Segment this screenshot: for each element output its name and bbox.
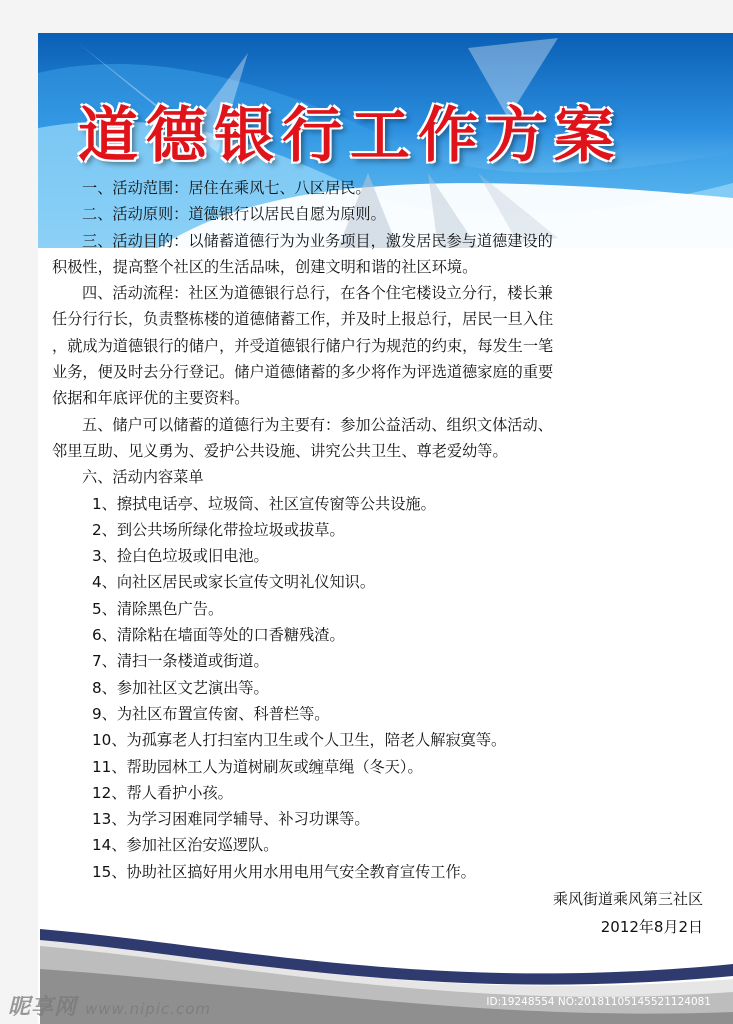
paragraph-process-line5: 依据和年底评优的主要资料。 bbox=[52, 389, 250, 408]
paragraph-behaviors-line2: 邻里互助、见义勇为、爱护公共设施、讲究公共卫生、尊老爱幼等。 bbox=[52, 441, 508, 460]
signature-date: 2012年8月2日 bbox=[600, 918, 703, 936]
list-item: 9、为社区布置宣传窗、科普栏等。 bbox=[92, 704, 330, 723]
list-item: 14、参加社区治安巡逻队。 bbox=[92, 836, 279, 855]
watermark-site: www.nipic.com bbox=[85, 1000, 212, 1018]
paragraph-behaviors-line1: 五、储户可以储蓄的道德行为主要有：参加公益活动、组织文体活动、 bbox=[82, 415, 553, 434]
list-item: 12、帮人看护小孩。 bbox=[92, 783, 233, 802]
paragraph-purpose-line2: 积极性，提高整个社区的生活品味，创建文明和谐的社区环境。 bbox=[52, 257, 478, 276]
paragraph-principle: 二、活动原则：道德银行以居民自愿为原则。 bbox=[82, 205, 386, 224]
watermark-brand bbox=[8, 990, 211, 1021]
list-item: 6、清除粘在墙面等处的口香糖残渣。 bbox=[92, 626, 345, 645]
paragraph-scope: 一、活动范围：居住在乘风七、八区居民。 bbox=[82, 179, 371, 197]
paragraph-process-line1: 四、活动流程：社区为道德银行总行，在各个住宅楼设立分行，楼长兼 bbox=[82, 284, 553, 303]
list-item: 3、捡白色垃圾或旧电池。 bbox=[92, 547, 269, 566]
list-item: 8、参加社区文艺演出等。 bbox=[92, 678, 269, 697]
watermark-brand-name: 昵享网 bbox=[8, 995, 78, 1020]
paragraph-process-line2: 任分行行长，负责整栋楼的道德储蓄工作，并及时上报总行，居民一旦入住 bbox=[52, 310, 554, 329]
list-item: 10、为孤寡老人打扫室内卫生或个人卫生，陪老人解寂寞等。 bbox=[92, 731, 507, 750]
document-body bbox=[52, 175, 662, 885]
signature-block bbox=[553, 885, 703, 941]
list-item: 4、向社区居民或家长宣传文明礼仪知识。 bbox=[92, 573, 376, 592]
list-item: 5、清除黑色广告。 bbox=[92, 599, 224, 618]
list-item: 13、为学习困难同学辅导、补习功课等。 bbox=[92, 810, 370, 829]
list-item: 15、协助社区搞好用火用水用电用气安全教育宣传工作。 bbox=[92, 862, 476, 881]
list-item: 1、擦拭电话亭、垃圾筒、社区宣传窗等公共设施。 bbox=[92, 494, 436, 513]
page-title: 道德银行工作方案 bbox=[78, 101, 622, 171]
signature-org: 乘风街道乘风第三社区 bbox=[552, 890, 703, 908]
list-item: 2、到公共场所绿化带捡垃圾或拔草。 bbox=[92, 520, 345, 539]
paragraph-process-line3: ，就成为道德银行的储户，并受道德银行储户行为规范的约束，每发生一笔 bbox=[52, 336, 554, 355]
paragraph-purpose-line1: 三、活动目的：以储蓄道德行为为业务项目，激发居民参与道德建设的 bbox=[82, 231, 553, 250]
paragraph-process-line4: 业务，便及时去分行登记。储户道德储蓄的多少将作为评选道德家庭的重要 bbox=[52, 363, 554, 382]
list-item: 11、帮助园林工人为道树刷灰或缠草绳（冬天）。 bbox=[92, 757, 423, 776]
list-item: 7、清扫一条楼道或街道。 bbox=[92, 652, 269, 671]
section-heading-menu: 六、活动内容菜单 bbox=[82, 468, 204, 487]
watermark-id: ID:19248554 NO:20181105145521124081 bbox=[486, 996, 711, 1008]
activity-menu-list bbox=[52, 491, 662, 885]
